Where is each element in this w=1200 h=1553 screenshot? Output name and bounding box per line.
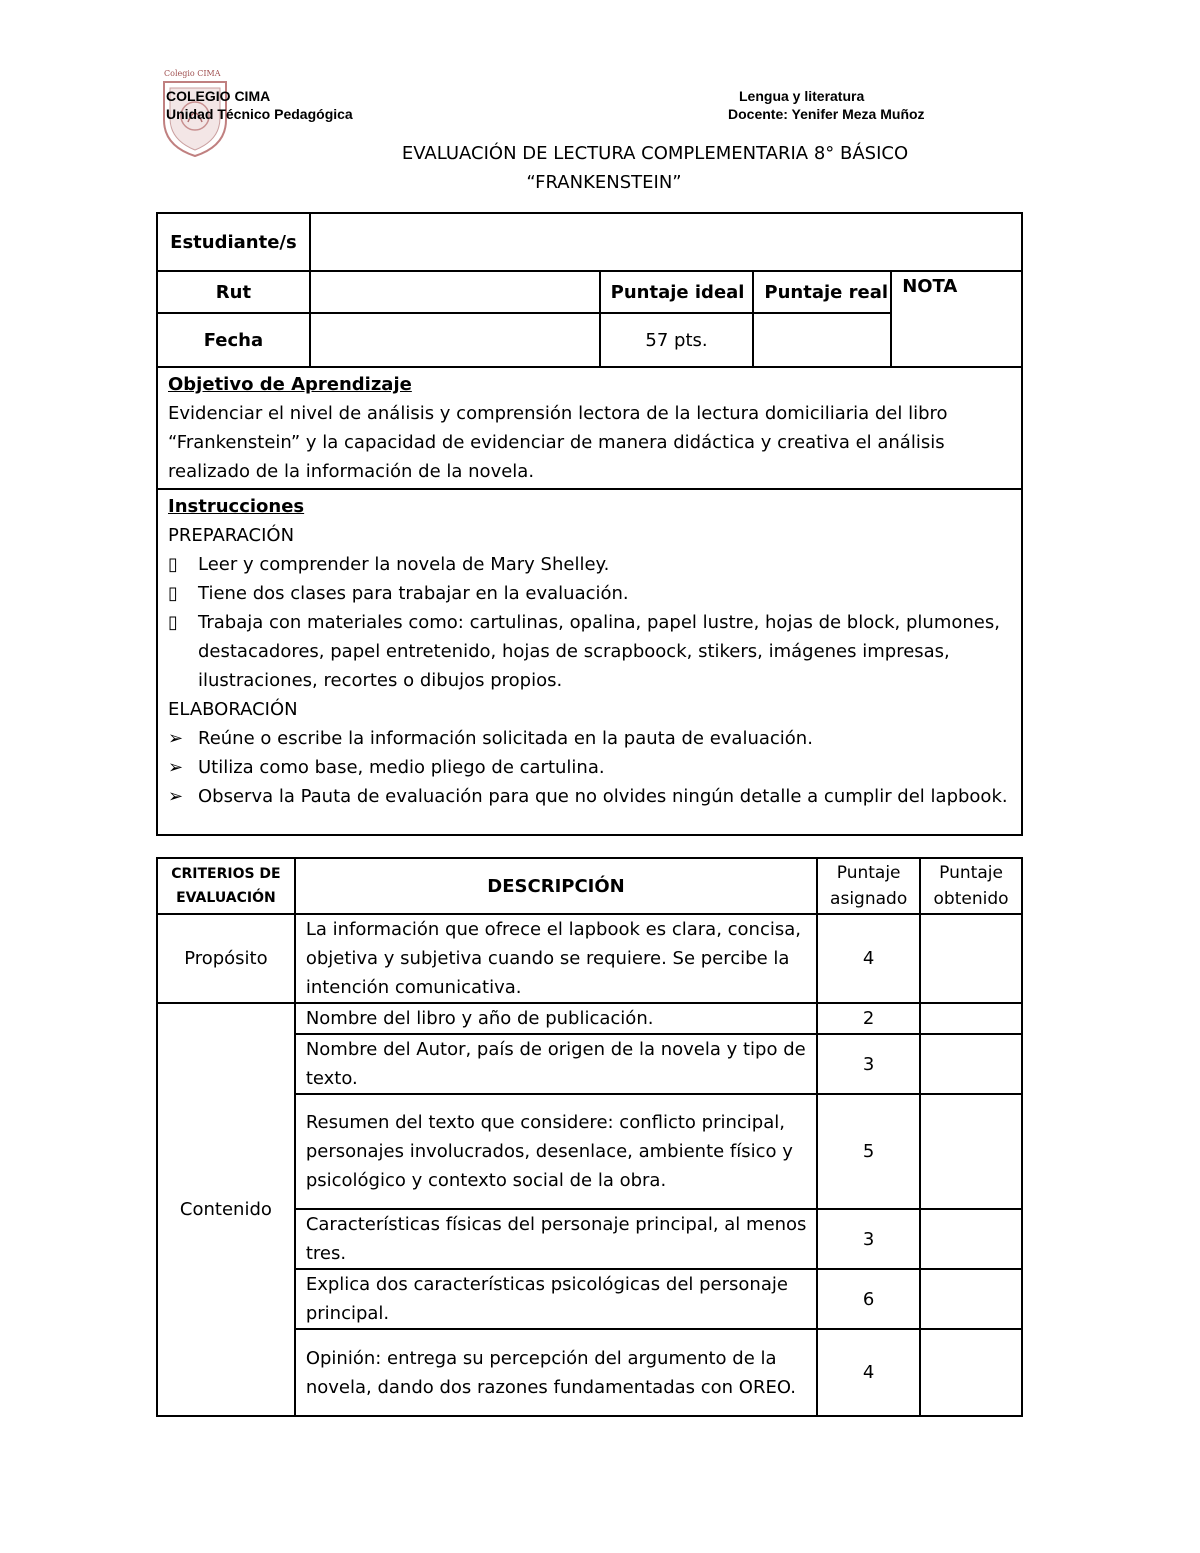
assigned-header: Puntaje asignado: [817, 858, 920, 914]
row-description: Nombre del libro y año de publicación.: [295, 1003, 817, 1034]
prep-item: ▯ Tiene dos clases para trabajar en la evaluación.: [168, 579, 1011, 608]
objective-title: Objetivo de Aprendizaje: [168, 374, 412, 395]
obtained-field[interactable]: [920, 1209, 1022, 1269]
box-bullet-icon: ▯: [168, 583, 178, 604]
obtained-field[interactable]: [920, 914, 1022, 1003]
row-points: 3: [817, 1034, 920, 1094]
student-field[interactable]: [310, 213, 1022, 271]
arrow-bullet-icon: ➢: [168, 728, 184, 749]
real-score-label: Puntaje real: [753, 271, 891, 313]
row-description: Nombre del Autor, país de origen de la novela y tipo de texto.: [295, 1034, 817, 1094]
criteria-content: Contenido: [157, 1003, 295, 1416]
subject-name: Lengua y literatura: [739, 88, 865, 104]
box-bullet-icon: ▯: [168, 612, 178, 633]
rut-field[interactable]: [310, 271, 600, 313]
elab-item: ➢ Reúne o escribe la información solicitada en la pauta de evaluación.: [168, 724, 1011, 753]
ideal-score-label: Puntaje ideal: [600, 271, 754, 313]
elaboration-heading: ELABORACIÓN: [168, 699, 298, 720]
instructions-title: Instrucciones: [168, 496, 305, 517]
box-bullet-icon: ▯: [168, 554, 178, 575]
row-points: 5: [817, 1094, 920, 1209]
row-points: 4: [817, 1329, 920, 1416]
grade-label: NOTA: [891, 271, 1022, 367]
school-name: COLEGIO CIMA: [166, 88, 271, 104]
elab-item: ➢ Observa la Pauta de evaluación para que no olvides ningún detalle a cumplir del lapbook.: [168, 782, 1011, 811]
row-points: 2: [817, 1003, 920, 1034]
elab-item: ➢ Utiliza como base, medio pliego de cartulina.: [168, 753, 1011, 782]
preparation-heading: PREPARACIÓN: [168, 525, 295, 546]
school-unit: Unidad Técnico Pedagógica: [166, 106, 353, 122]
page-title: EVALUACIÓN DE LECTURA COMPLEMENTARIA 8° BÁSICO: [401, 143, 909, 164]
row-points: 4: [817, 914, 920, 1003]
arrow-bullet-icon: ➢: [168, 757, 184, 778]
row-description: Opinión: entrega su percepción del argumento de la novela, dando dos razones fundamentadas con OREO.: [295, 1329, 817, 1416]
prep-item: ▯ Trabaja con materiales como: cartulinas, opalina, papel lustre, hojas de block, plumones, destacadores, papel entretenido, hojas de scrapboock, stikers, imágenes impresas, ilustraciones, recortes o dibujos propios.: [168, 608, 1011, 695]
table-row: [157, 914, 1022, 1003]
obtained-field[interactable]: [920, 1003, 1022, 1034]
student-label: Estudiante/s: [157, 213, 310, 271]
date-field[interactable]: [310, 313, 600, 367]
obtained-field[interactable]: [920, 1269, 1022, 1329]
criteria-header: CRITERIOS DE EVALUACIÓN: [157, 858, 295, 914]
real-score-field[interactable]: [753, 313, 891, 367]
instructions-section: [157, 489, 1022, 835]
description-header: DESCRIPCIÓN: [295, 858, 817, 914]
arrow-bullet-icon: ➢: [168, 786, 184, 807]
obtained-field[interactable]: [920, 1329, 1022, 1416]
obtained-header: Puntaje obtenido: [920, 858, 1022, 914]
row-points: 6: [817, 1269, 920, 1329]
prep-item: ▯ Leer y comprender la novela de Mary Shelley.: [168, 550, 1011, 579]
row-description: La información que ofrece el lapbook es clara, concisa, objetiva y subjetiva cuando se requiere. Se percibe la intención comunicativa.: [295, 914, 817, 1003]
obtained-field[interactable]: [920, 1034, 1022, 1094]
page-subtitle: “FRANKENSTEIN”: [526, 172, 682, 193]
rut-label: Rut: [157, 271, 310, 313]
row-description: Resumen del texto que considere: conflicto principal, personajes involucrados, desenlace, ambiente físico y psicológico y contexto social de la obra.: [295, 1094, 817, 1209]
table-row: [157, 1003, 1022, 1034]
objective-text: Evidenciar el nivel de análisis y comprensión lectora de la lectura domiciliaria del libro “Frankenstein” y la capacidad de evidenciar de manera didáctica y creativa el análisis realizado de la información de la novela.: [168, 403, 948, 482]
teacher-name: Docente: Yenifer Meza Muñoz: [728, 106, 925, 122]
objective-section: [157, 367, 1022, 489]
row-points: 3: [817, 1209, 920, 1269]
ideal-score-value: 57 pts.: [600, 313, 754, 367]
date-label: Fecha: [157, 313, 310, 367]
obtained-field[interactable]: [920, 1094, 1022, 1209]
row-description: Características físicas del personaje principal, al menos tres.: [295, 1209, 817, 1269]
logo-text: Colegio CIMA: [164, 69, 221, 78]
criteria-purpose: Propósito: [157, 914, 295, 1003]
rubric-table: [156, 857, 1023, 1417]
row-description: Explica dos características psicológicas del personaje principal.: [295, 1269, 817, 1329]
info-table: [156, 212, 1023, 836]
